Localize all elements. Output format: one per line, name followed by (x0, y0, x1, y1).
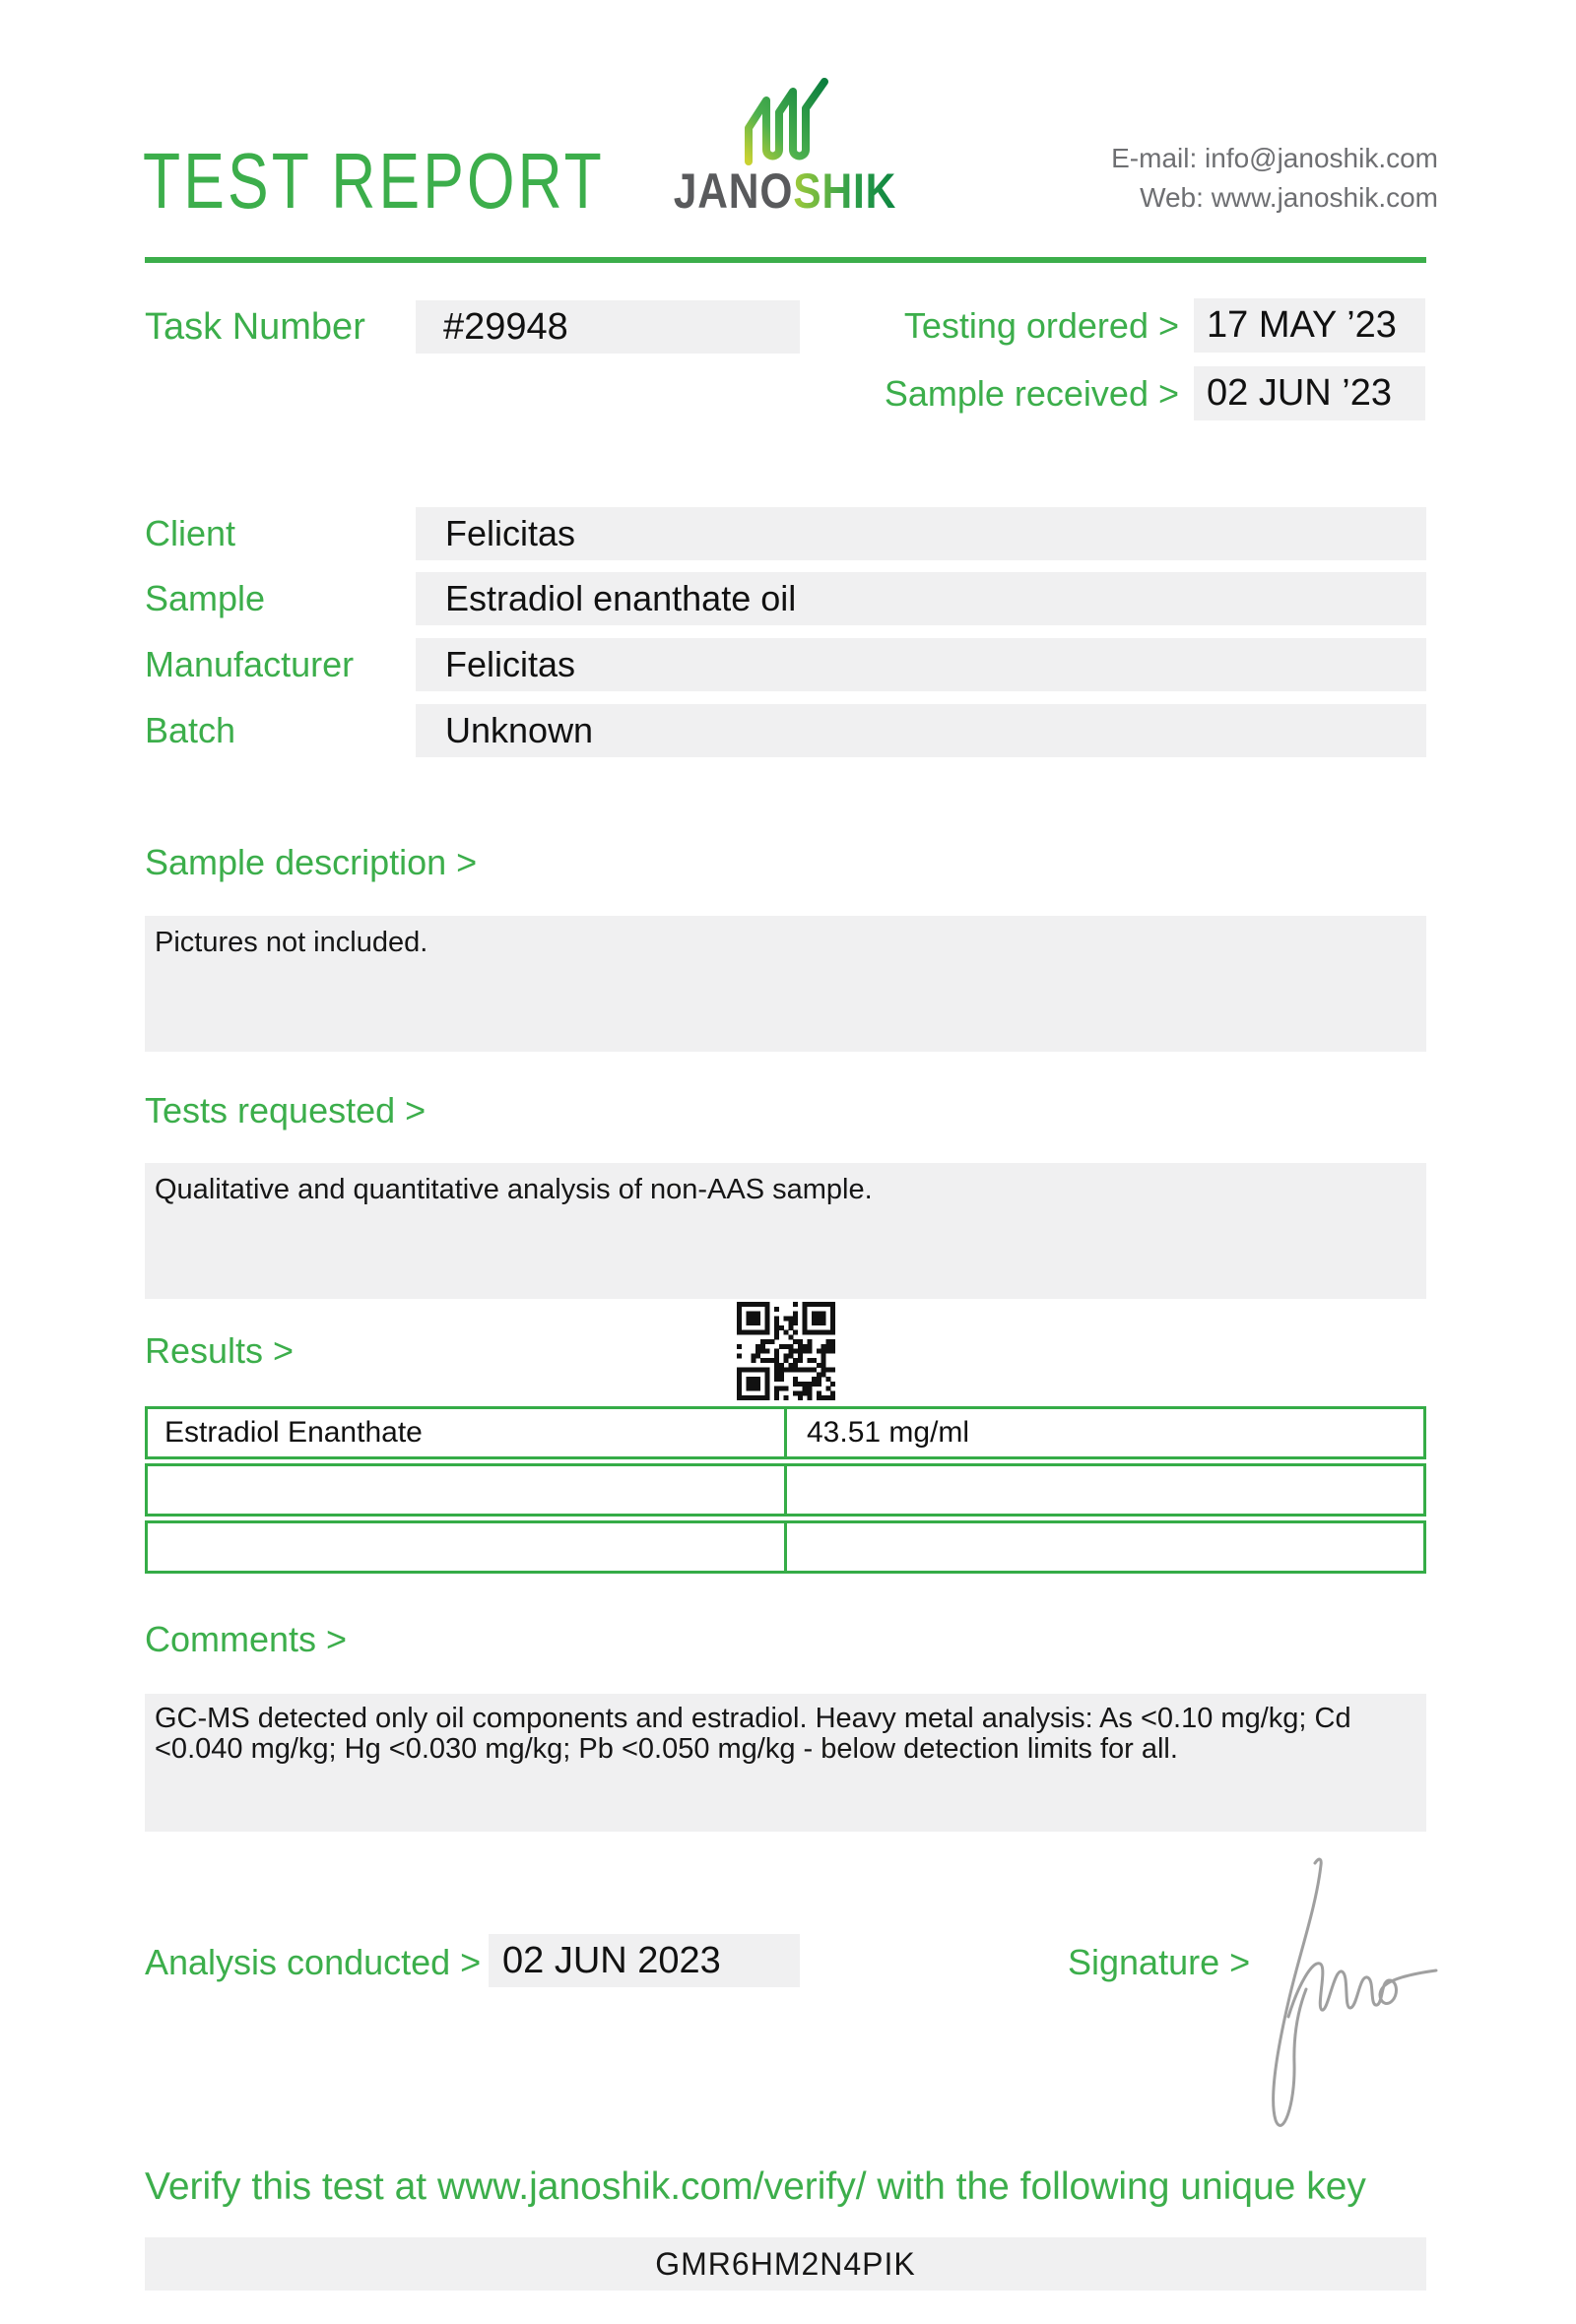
analysis-date-value: 02 JUN 2023 (502, 1940, 721, 1981)
client-value: Felicitas (445, 513, 576, 553)
comments-text: GC-MS detected only oil components and estradiol. Heavy metal analysis: As <0.10 mg/kg; Cd <0.040 mg/kg; Hg <0.030 mg/kg; Pb <0.050 mg/kg - below detection limits for all. (155, 1703, 1351, 1765)
sample-received-label: Sample received > (884, 373, 1179, 414)
sample-description-heading: Sample description > (145, 842, 478, 882)
analysis-conducted-label: Analysis conducted > (145, 1942, 482, 1982)
signature-label: Signature > (1068, 1942, 1251, 1982)
result-value-cell: 43.51 mg/ml (787, 1406, 1426, 1459)
sample-received-field (1194, 366, 1425, 420)
qr-code (737, 1302, 835, 1400)
batch-label: Batch (145, 710, 236, 750)
comments-heading: Comments > (145, 1619, 348, 1659)
verify-instruction: Verify this test at www.janoshik.com/verify/ with the following unique key (145, 2165, 1366, 2208)
table-row (145, 1406, 1426, 1459)
result-name-cell (145, 1520, 787, 1574)
results-table (145, 1406, 1426, 1578)
page-title: TEST REPORT (143, 137, 605, 225)
logo-chart-icon (742, 77, 832, 165)
sample-label: Sample (145, 578, 266, 618)
tests-requested-heading: Tests requested > (145, 1090, 427, 1130)
sample-description-text: Pictures not included. (155, 927, 428, 958)
results-heading: Results > (145, 1330, 295, 1371)
testing-ordered-label: Testing ordered > (903, 305, 1179, 346)
signature-image (1259, 1830, 1476, 2164)
verify-key: GMR6HM2N4PIK (655, 2246, 916, 2282)
sample-field (416, 572, 1426, 625)
contact-email: E-mail: info@janoshik.com (1111, 143, 1438, 173)
analysis-date-field (489, 1934, 800, 1987)
result-name-cell: Estradiol Enanthate (145, 1406, 787, 1459)
result-name-cell (145, 1463, 787, 1517)
tests-requested-box (145, 1163, 1426, 1299)
client-label: Client (145, 513, 236, 553)
logo-wordmark (660, 163, 911, 219)
contact-block (1111, 139, 1438, 218)
manufacturer-label: Manufacturer (145, 644, 355, 684)
task-number-label: Task Number (145, 306, 365, 348)
header-divider (145, 257, 1426, 263)
testing-ordered-field (1194, 298, 1425, 353)
result-value-cell (787, 1463, 1426, 1517)
verify-key-box (145, 2237, 1426, 2291)
manufacturer-value: Felicitas (445, 644, 576, 684)
task-number-field (416, 300, 800, 354)
tests-requested-text: Qualitative and quantitative analysis of non-AAS sample. (155, 1174, 873, 1205)
sample-value: Estradiol enanthate oil (445, 578, 797, 618)
manufacturer-field (416, 638, 1426, 691)
logo-jano-text: JANO (673, 163, 794, 219)
client-field (416, 507, 1426, 560)
table-row (145, 1520, 1426, 1574)
batch-field (416, 704, 1426, 757)
comments-box (145, 1694, 1426, 1832)
task-number-value: #29948 (443, 306, 568, 348)
testing-ordered-value: 17 MAY ’23 (1207, 304, 1397, 346)
logo-shik-text: SHIK (793, 163, 897, 219)
contact-web: Web: www.janoshik.com (1140, 182, 1438, 213)
batch-value: Unknown (445, 710, 594, 750)
sample-description-box (145, 916, 1426, 1052)
sample-received-value: 02 JUN ’23 (1207, 372, 1392, 414)
table-row (145, 1463, 1426, 1517)
result-value-cell (787, 1520, 1426, 1574)
